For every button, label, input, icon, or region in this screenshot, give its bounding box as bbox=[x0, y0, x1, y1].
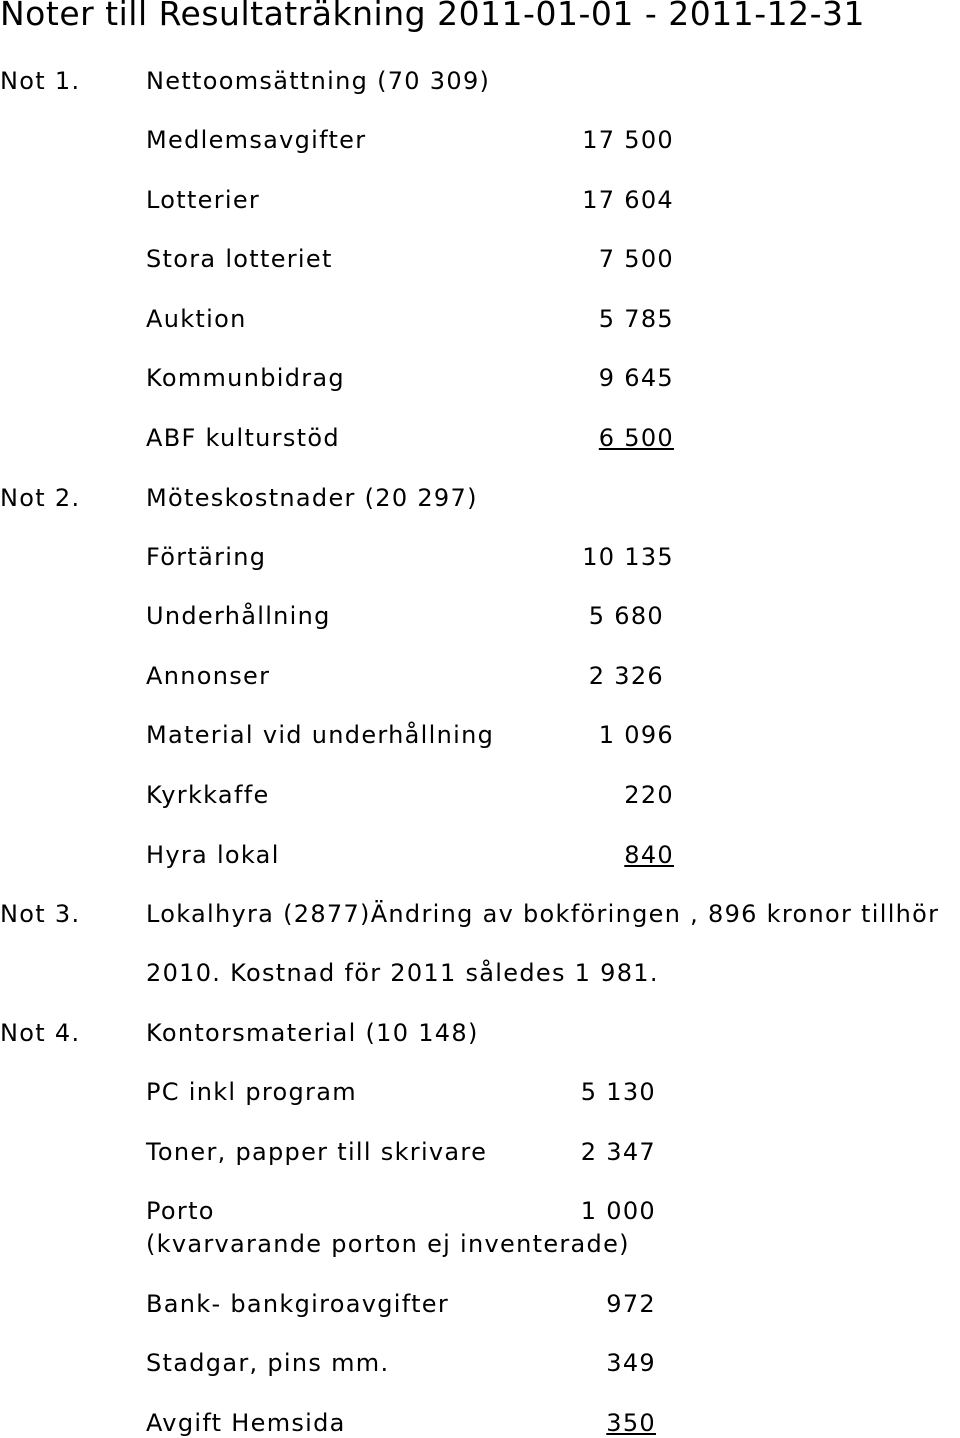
page-title: Noter till Resultaträkning 2011-01-01 - 2011-12-31 bbox=[0, 0, 866, 33]
line-item-label: Avgift Hemsida bbox=[146, 1409, 346, 1437]
line-item-amount: 17 604 bbox=[582, 186, 674, 214]
line-item-subnote: (kvarvarande porton ej inventerade) bbox=[146, 1230, 630, 1258]
line-item-amount: 17 500 bbox=[582, 126, 674, 154]
line-item-label: Stora lotteriet bbox=[146, 245, 333, 273]
line-item-label: Toner, papper till skrivare bbox=[146, 1138, 488, 1166]
line-item-amount: 5 785 bbox=[598, 305, 674, 333]
line-item-amount: 10 135 bbox=[582, 543, 674, 571]
line-item-amount: 220 bbox=[624, 781, 674, 809]
line-item-amount: 2 347 bbox=[580, 1138, 656, 1166]
line-item-amount-underlined: 6 500 bbox=[598, 424, 674, 452]
note-3-label: Not 3. bbox=[0, 900, 81, 928]
note-4-label: Not 4. bbox=[0, 1019, 81, 1047]
line-item-label: Stadgar, pins mm. bbox=[146, 1349, 390, 1377]
line-item-amount: 7 500 bbox=[598, 245, 674, 273]
line-item-label: Auktion bbox=[146, 305, 247, 333]
line-item-amount-underlined: 350 bbox=[606, 1409, 656, 1437]
note-2-heading: Möteskostnader (20 297) bbox=[146, 484, 478, 512]
line-item-label: Medlemsavgifter bbox=[146, 126, 367, 154]
line-item-label: PC inkl program bbox=[146, 1078, 357, 1106]
note-3-heading: Lokalhyra (2877)Ändring av bokföringen , 896 kronor tillhör bbox=[146, 900, 940, 928]
line-item-amount: 972 bbox=[606, 1290, 656, 1318]
note-1-label: Not 1. bbox=[0, 67, 81, 95]
line-item-amount: 349 bbox=[606, 1349, 656, 1377]
note-3-continuation: 2010. Kostnad för 2011 således 1 981. bbox=[146, 959, 659, 987]
line-item-amount: 9 645 bbox=[598, 364, 674, 392]
note-4-heading: Kontorsmaterial (10 148) bbox=[146, 1019, 479, 1047]
line-item-label: Bank- bankgiroavgifter bbox=[146, 1290, 450, 1318]
line-item-amount-underlined: 840 bbox=[624, 841, 674, 869]
line-item-label: Underhållning bbox=[146, 602, 331, 630]
line-item-label: Annonser bbox=[146, 662, 271, 690]
note-1-heading: Nettoomsättning (70 309) bbox=[146, 67, 491, 95]
line-item-amount: 1 000 bbox=[580, 1197, 656, 1225]
line-item-label: ABF kulturstöd bbox=[146, 424, 340, 452]
note-2-label: Not 2. bbox=[0, 484, 81, 512]
line-item-amount: 1 096 bbox=[598, 721, 674, 749]
line-item-label: Kyrkkaffe bbox=[146, 781, 270, 809]
line-item-amount: 2 326 bbox=[588, 662, 664, 690]
line-item-label: Förtäring bbox=[146, 543, 267, 571]
line-item-label: Hyra lokal bbox=[146, 841, 280, 869]
line-item-label: Porto bbox=[146, 1197, 215, 1225]
line-item-label: Kommunbidrag bbox=[146, 364, 345, 392]
line-item-label: Lotterier bbox=[146, 186, 261, 214]
line-item-amount: 5 130 bbox=[580, 1078, 656, 1106]
line-item-amount: 5 680 bbox=[588, 602, 664, 630]
line-item-label: Material vid underhållning bbox=[146, 721, 495, 749]
